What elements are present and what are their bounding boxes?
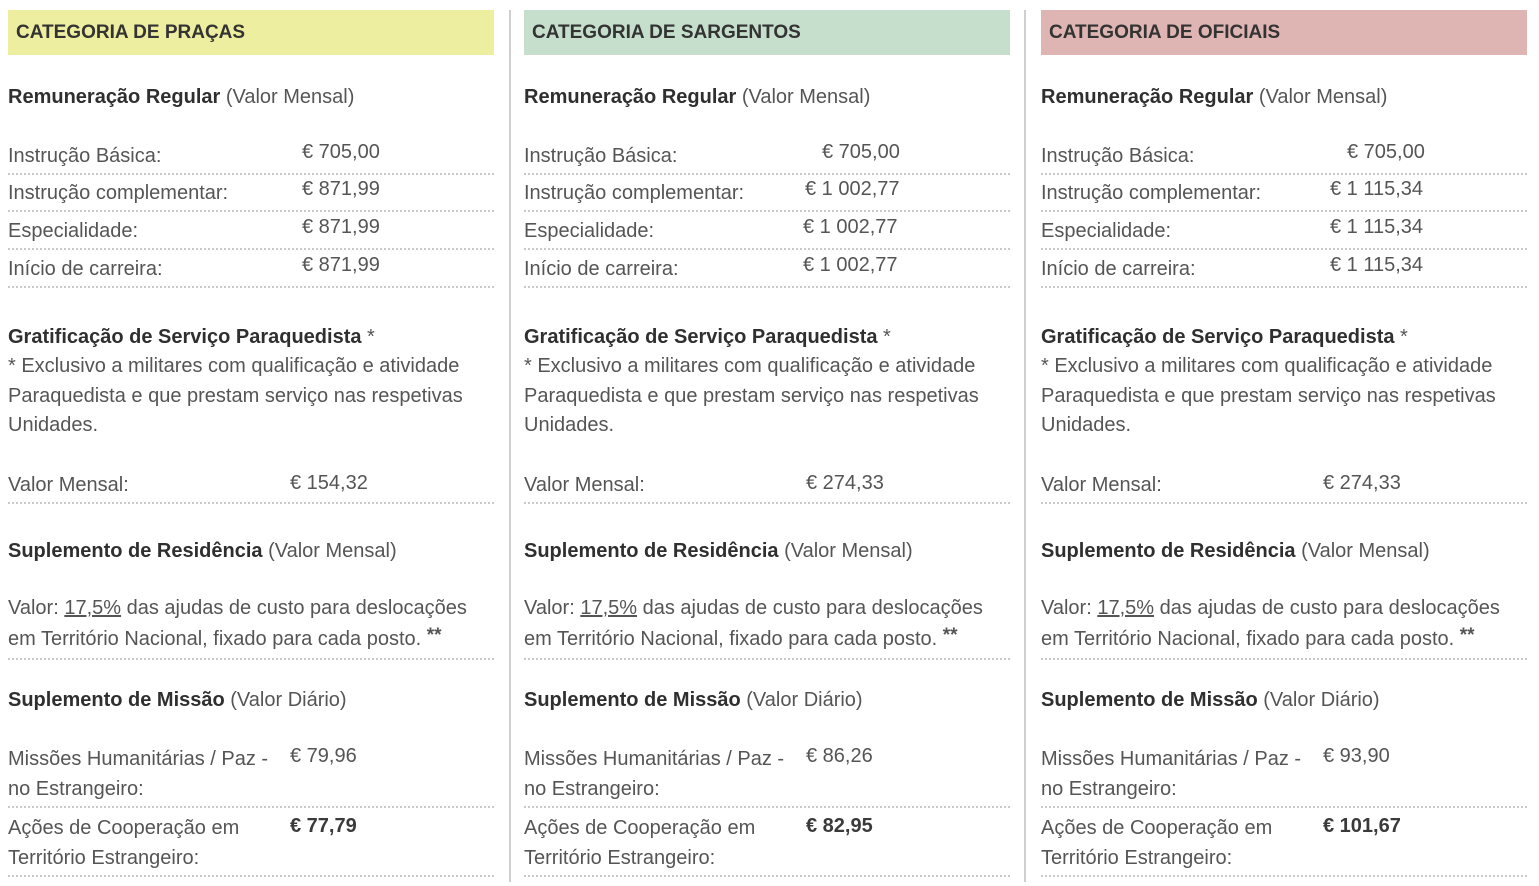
column-divider (1024, 10, 1026, 882)
section-title-suffix: (Valor Mensal) (262, 540, 397, 562)
section-title-suffix: (Valor Diário) (740, 689, 863, 711)
row-label: Instrução Básica: (524, 145, 678, 167)
table-row (8, 214, 494, 250)
category-header (1041, 10, 1527, 55)
row-label: Instrução complementar: (8, 182, 229, 204)
row-label: Especialidade: (524, 220, 655, 242)
row-value: € 77,79 (290, 815, 357, 837)
row-label (8, 813, 239, 873)
residencia-text (1041, 593, 1527, 660)
residencia-footnote-stars: ** (1459, 625, 1475, 646)
section-title-suffix: (Valor Mensal) (1295, 540, 1430, 562)
section-title-missao (524, 689, 863, 712)
row-value: € 154,32 (290, 472, 368, 494)
table-row (8, 252, 494, 288)
row-label-line-1: Ações de Cooperação em (1041, 817, 1273, 839)
section-title-bold: Gratificação de Serviço Paraquedista (524, 326, 878, 348)
section-title-star: * (1394, 326, 1408, 348)
row-label (1041, 813, 1272, 873)
row-label-line-2: Território Estrangeiro: (524, 847, 716, 869)
table-row (1041, 214, 1527, 250)
section-title-bold: Suplemento de Missão (8, 689, 225, 711)
row-label-line-1: Ações de Cooperação em (8, 817, 240, 839)
section-title-star: * (877, 326, 891, 348)
section-title-missao (8, 689, 347, 712)
row-label: Instrução complementar: (524, 182, 745, 204)
category-header-title: CATEGORIA DE OFICIAIS (1049, 21, 1281, 43)
row-label (524, 744, 784, 804)
table-row (524, 468, 1010, 504)
table-row (1041, 743, 1527, 808)
table-row (524, 214, 1010, 250)
row-value: € 871,99 (302, 216, 380, 238)
section-title-bold: Suplemento de Missão (524, 689, 741, 711)
row-value: € 1 002,77 (803, 216, 898, 238)
gratificacao-note: * Exclusivo a militares com qualificação e atividade Paraquedista e que prestam serviço nas respetivas Unidades. (524, 355, 979, 436)
row-value: € 705,00 (302, 141, 380, 163)
section-title-suffix: (Valor Mensal) (778, 540, 913, 562)
row-value: € 1 115,34 (1330, 254, 1424, 276)
section-title-bold: Gratificação de Serviço Paraquedista (8, 326, 362, 348)
section-title-bold: Suplemento de Residência (8, 540, 263, 562)
section-title-remuneracao (8, 86, 354, 109)
section-title-bold: Suplemento de Missão (1041, 689, 1258, 711)
row-label (8, 744, 268, 804)
section-title-bold: Suplemento de Residência (1041, 540, 1296, 562)
row-label: Valor Mensal: (524, 474, 645, 496)
row-value: € 1 002,77 (803, 254, 898, 276)
residencia-prefix: Valor: (524, 597, 581, 619)
row-value: € 1 115,34 (1330, 216, 1424, 238)
section-title-residencia (1041, 540, 1430, 563)
table-row (1041, 176, 1527, 212)
row-label: Valor Mensal: (8, 474, 129, 496)
category-column-pracas (8, 10, 494, 886)
section-title-bold: Suplemento de Residência (524, 540, 779, 562)
residencia-prefix: Valor: (8, 597, 65, 619)
section-title-residencia (8, 540, 397, 563)
row-label-line-1: Missões Humanitárias / Paz - (8, 748, 269, 770)
table-row (524, 743, 1010, 808)
table-row (524, 812, 1010, 877)
section-title-gratificacao (8, 326, 375, 349)
section-title-residencia (524, 540, 913, 563)
section-title-suffix: (Valor Mensal) (736, 86, 871, 108)
row-value: € 871,99 (302, 178, 380, 200)
row-label (524, 813, 755, 873)
row-value: € 274,33 (1323, 472, 1401, 494)
residencia-desc: das ajudas de custo para deslocações em Território Nacional, fixado para cada posto. (8, 597, 467, 650)
table-row (1041, 468, 1527, 504)
residencia-text (524, 593, 1010, 660)
section-title-bold: Remuneração Regular (1041, 86, 1254, 108)
row-value: € 1 115,34 (1330, 178, 1424, 200)
row-value: € 79,96 (290, 745, 357, 767)
table-row (8, 139, 494, 175)
section-title-suffix: (Valor Mensal) (1253, 86, 1388, 108)
table-row (1041, 252, 1527, 288)
row-label-line-2: no Estrangeiro: (8, 778, 144, 800)
table-row (1041, 812, 1527, 877)
residencia-footnote-stars: ** (426, 625, 442, 646)
gratificacao-note: * Exclusivo a militares com qualificação e atividade Paraquedista e que prestam serviço nas respetivas Unidades. (1041, 355, 1496, 436)
row-label: Início de carreira: (524, 258, 679, 280)
row-label: Valor Mensal: (1041, 474, 1162, 496)
row-label: Especialidade: (8, 220, 139, 242)
section-title-suffix: (Valor Mensal) (220, 86, 355, 108)
row-label-line-1: Missões Humanitárias / Paz - (1041, 748, 1302, 770)
gratificacao-note: * Exclusivo a militares com qualificação e atividade Paraquedista e que prestam serviço nas respetivas Unidades. (8, 355, 463, 436)
row-value: € 705,00 (1347, 141, 1425, 163)
table-row (8, 743, 494, 808)
section-title-suffix: (Valor Diário) (1257, 689, 1380, 711)
row-label-line-2: no Estrangeiro: (524, 778, 660, 800)
row-value: € 274,33 (806, 472, 884, 494)
row-value: € 1 002,77 (805, 178, 900, 200)
row-label: Especialidade: (1041, 220, 1172, 242)
section-title-gratificacao (524, 326, 891, 349)
section-title-missao (1041, 689, 1380, 712)
category-column-sargentos (524, 10, 1010, 886)
row-label-line-2: Território Estrangeiro: (8, 847, 200, 869)
row-label-line-1: Missões Humanitárias / Paz - (524, 748, 785, 770)
section-title-remuneracao (524, 86, 870, 109)
residencia-percent-link[interactable]: 17,5% (64, 597, 122, 619)
table-row (524, 176, 1010, 212)
row-label (1041, 744, 1301, 804)
table-row (524, 139, 1010, 175)
residencia-footnote-stars: ** (942, 625, 958, 646)
table-row (1041, 139, 1527, 175)
category-column-oficiais (1041, 10, 1527, 886)
row-value: € 86,26 (806, 745, 873, 767)
row-label-line-1: Ações de Cooperação em (524, 817, 756, 839)
row-label: Instrução complementar: (1041, 182, 1262, 204)
column-divider (509, 10, 511, 882)
category-header (8, 10, 494, 55)
table-row (8, 176, 494, 212)
table-row (8, 468, 494, 504)
table-row (8, 812, 494, 877)
category-header-title: CATEGORIA DE PRAÇAS (16, 21, 246, 43)
section-title-star: * (361, 326, 375, 348)
residencia-desc: das ajudas de custo para deslocações em Território Nacional, fixado para cada posto. (524, 597, 983, 650)
section-title-bold: Remuneração Regular (8, 86, 221, 108)
residencia-prefix: Valor: (1041, 597, 1098, 619)
residencia-desc: das ajudas de custo para deslocações em Território Nacional, fixado para cada posto. (1041, 597, 1500, 650)
row-value: € 93,90 (1323, 745, 1390, 767)
row-value: € 705,00 (822, 141, 900, 163)
row-label: Início de carreira: (8, 258, 163, 280)
row-label-line-2: no Estrangeiro: (1041, 778, 1177, 800)
residencia-percent-link[interactable]: 17,5% (580, 597, 638, 619)
section-title-bold: Gratificação de Serviço Paraquedista (1041, 326, 1395, 348)
table-row (524, 252, 1010, 288)
row-value: € 82,95 (806, 815, 873, 837)
row-label: Início de carreira: (1041, 258, 1196, 280)
section-title-gratificacao (1041, 326, 1408, 349)
section-title-bold: Remuneração Regular (524, 86, 737, 108)
section-title-suffix: (Valor Diário) (224, 689, 347, 711)
category-header-title: CATEGORIA DE SARGENTOS (532, 21, 801, 43)
row-label: Instrução Básica: (8, 145, 162, 167)
row-value: € 101,67 (1323, 815, 1401, 837)
row-label-line-2: Território Estrangeiro: (1041, 847, 1233, 869)
residencia-percent-link[interactable]: 17,5% (1097, 597, 1155, 619)
row-value: € 871,99 (302, 254, 380, 276)
section-title-remuneracao (1041, 86, 1387, 109)
row-label: Instrução Básica: (1041, 145, 1195, 167)
category-header (524, 10, 1010, 55)
residencia-text (8, 593, 494, 660)
